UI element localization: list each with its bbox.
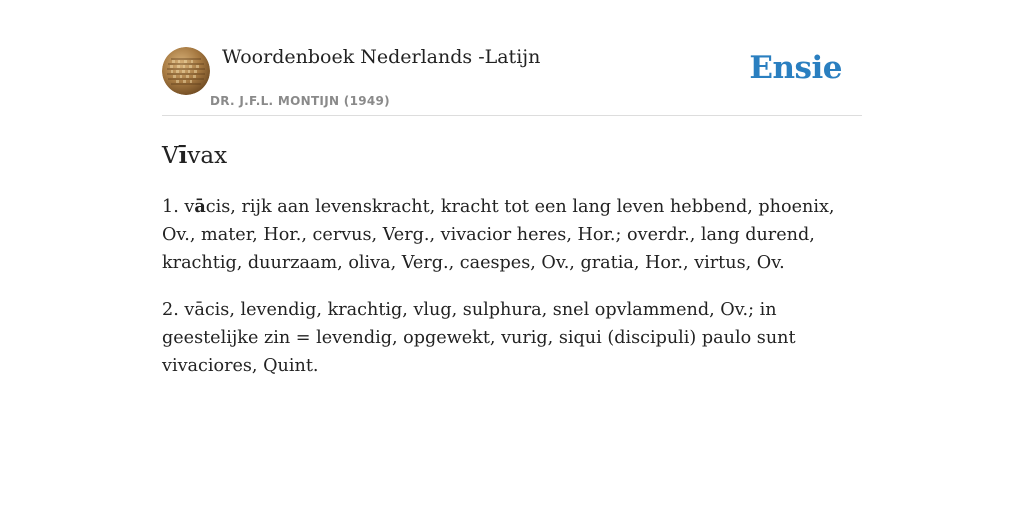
headword-start: V [162, 143, 179, 169]
brand-logo[interactable]: Ensie [749, 50, 842, 86]
definition-lead-macron-letter: ā [194, 196, 206, 217]
definition-text: rijk aan levenskracht, kracht tot een lang leven hebbend, phoenix, Ov., mater, Hor., cervus, Verg., vivacior heres, Hor.; overdr., lang durend, krachtig, duurzaam, oliva, Verg., caespes, Ov., gratia, Hor., virtus, Ov. [162, 197, 835, 273]
headword [162, 142, 862, 170]
definition-number: 2. [162, 300, 179, 320]
definition-lead-end: cis, [205, 197, 236, 217]
seal-graphic [162, 47, 210, 95]
bronze-coin-seal-icon[interactable] [162, 47, 210, 95]
page-container [162, 0, 862, 380]
page-header [162, 0, 862, 116]
author-credit: DR. J.F.L. MONTIJN (1949) [210, 94, 390, 108]
headword-end: vax [187, 143, 228, 169]
definition-number: 1. [162, 197, 179, 217]
book-title[interactable]: Woordenboek Nederlands -Latijn [222, 46, 541, 68]
definition-lead: vācis, [184, 300, 235, 320]
definition-lead-start: v [184, 197, 195, 217]
definition-1 [162, 193, 862, 277]
definition-text: levendig, krachtig, vlug, sulphura, snel opvlammend, Ov.; in geestelijke zin = levendig, opgewekt, vurig, siqui (discipuli) paulo sunt vivaciores, Quint. [162, 300, 796, 376]
headword-macron-letter: ī [178, 142, 188, 169]
definition-2 [162, 296, 862, 380]
